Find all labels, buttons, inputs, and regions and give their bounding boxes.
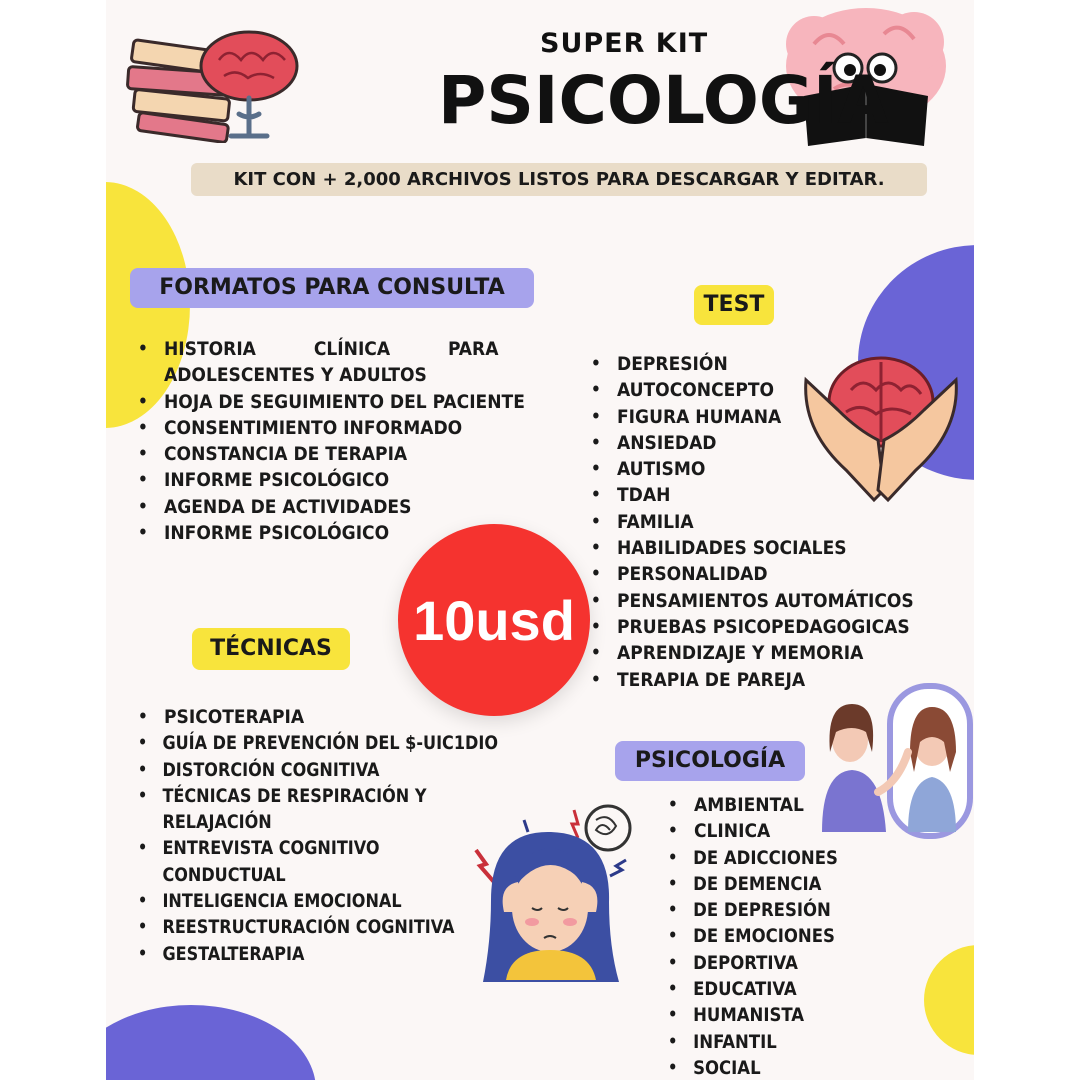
list-item: • HISTORIA CLÍNICA PARA xyxy=(138,336,525,362)
list-item: • DE EMOCIONES xyxy=(668,923,838,949)
list-item: • AGENDA DE ACTIVIDADES xyxy=(138,494,525,520)
list-item: • ENTREVISTA COGNITIVO xyxy=(138,835,498,861)
price-badge: 10usd xyxy=(398,524,590,716)
tagline-banner: KIT CON + 2,000 ARCHIVOS LISTOS PARA DESCARGAR Y EDITAR. xyxy=(191,163,927,196)
list-item: • DEPORTIVA xyxy=(668,950,838,976)
list-item: • APRENDIZAJE Y MEMORIA xyxy=(591,640,914,666)
list-item: • FAMILIA xyxy=(591,509,914,535)
poster-card xyxy=(106,0,974,1080)
section-title-formatos: FORMATOS PARA CONSULTA xyxy=(130,268,534,308)
section-title-tecnicas: TÉCNICAS xyxy=(192,628,350,670)
list-item: • INTELIGENCIA EMOCIONAL xyxy=(138,888,498,914)
list-item: • AUTISMO xyxy=(591,456,914,482)
list-item: • CONSTANCIA DE TERAPIA xyxy=(138,441,525,467)
section-title-test: TEST xyxy=(694,285,774,325)
list-item: • REESTRUCTURACIÓN COGNITIVA xyxy=(138,914,498,940)
list-item: • INFANTIL xyxy=(668,1029,838,1055)
list-item: • PERSONALIDAD xyxy=(591,561,914,587)
list-item: • FIGURA HUMANA xyxy=(591,404,914,430)
list-item: RELAJACIÓN xyxy=(162,811,272,834)
section-title-psicologia: PSICOLOGÍA xyxy=(615,741,805,781)
list-item: • CLINICA xyxy=(668,818,844,844)
list-item: • INFORME PSICOLÓGICO xyxy=(138,520,525,546)
list-item: • DE ADICCIONES xyxy=(668,845,838,871)
page-title: PSICOLOGÍA xyxy=(438,62,889,139)
list-item: • ANSIEDAD xyxy=(591,430,914,456)
list-item: • DE DEMENCIA xyxy=(668,871,838,897)
list-item: • AMBIENTAL xyxy=(668,792,844,818)
list-item: • GESTALTERAPIA xyxy=(138,941,498,967)
books-brain-icon xyxy=(124,18,319,143)
tecnicas-list xyxy=(138,704,521,967)
purple-blob-bottom xyxy=(106,1005,316,1080)
list-item: • DISTORCIÓN COGNITIVA xyxy=(138,757,498,783)
yellow-blob-bottom-right xyxy=(924,945,974,1055)
list-item: • HOJA DE SEGUIMIENTO DEL PACIENTE xyxy=(138,389,525,415)
list-item: • DE DEPRESIÓN xyxy=(668,897,838,923)
list-item: ADOLESCENTES Y ADULTOS xyxy=(164,364,427,387)
formatos-list xyxy=(138,336,525,546)
list-item: • SOCIAL xyxy=(668,1055,838,1080)
list-item: • AUTOCONCEPTO xyxy=(591,377,914,403)
list-item: • TÉCNICAS DE RESPIRACIÓN Y xyxy=(138,783,498,809)
list-item: • HABILIDADES SOCIALES xyxy=(591,535,914,561)
kit-kicker: SUPER KIT xyxy=(540,28,709,59)
list-item: • PENSAMIENTOS AUTOMÁTICOS xyxy=(591,588,914,614)
list-item: • PRUEBAS PSICOPEDAGOGICAS xyxy=(591,614,914,640)
list-item: • EDUCATIVA xyxy=(668,976,838,1002)
list-item: • TDAH xyxy=(591,482,914,508)
stressed-girl-icon xyxy=(466,790,641,990)
hands-holding-brain-icon xyxy=(796,340,966,510)
list-item: CONDUCTUAL xyxy=(162,863,286,886)
list-item: • INFORME PSICOLÓGICO xyxy=(138,467,525,493)
list-item: • GUÍA DE PREVENCIÓN DEL $-UIC1DIO xyxy=(138,730,498,756)
mirror-women-icon xyxy=(818,682,974,842)
list-item: • CONSENTIMIENTO INFORMADO xyxy=(138,415,525,441)
list-item: • HUMANISTA xyxy=(668,1002,838,1028)
list-item: • DEPRESIÓN xyxy=(591,351,914,377)
list-item: • PSICOTERAPIA xyxy=(138,704,521,730)
list-item: • TERAPIA DE PAREJA xyxy=(591,667,914,693)
